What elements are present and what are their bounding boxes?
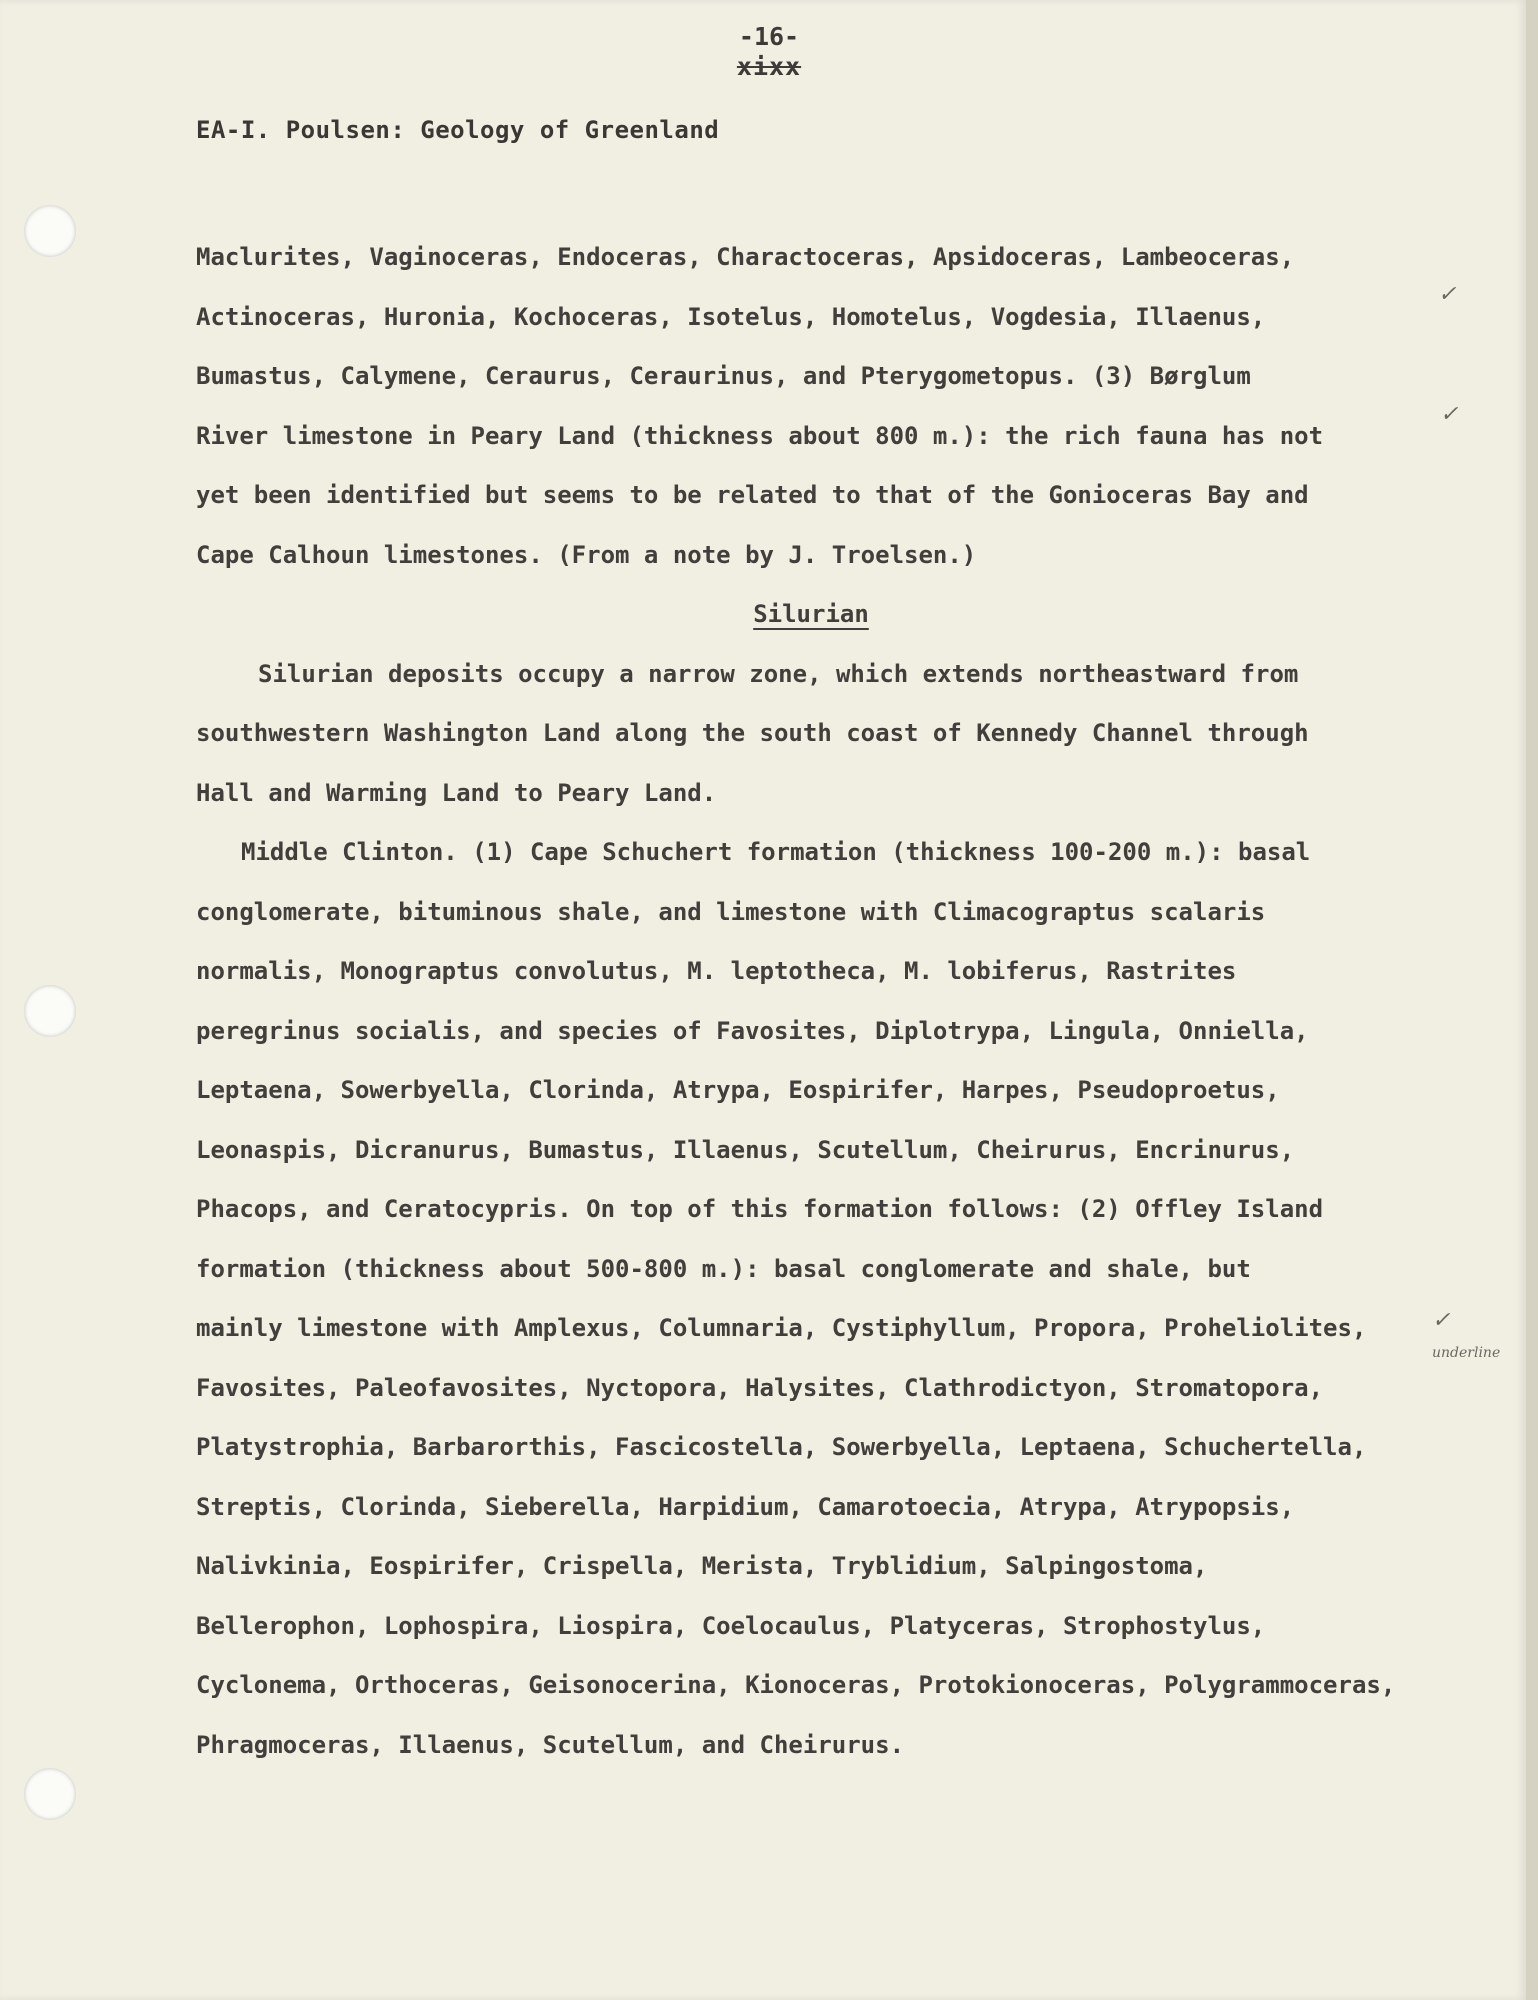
- page-header: EA-I. Poulsen: Geology of Greenland: [196, 116, 720, 144]
- punch-hole: [24, 1768, 76, 1820]
- punch-hole: [24, 205, 76, 257]
- text-line: Silurian deposits occupy a narrow zone, which extends northeastward from: [258, 659, 1299, 688]
- text-line: mainly limestone with Amplexus, Columnaria, Cystiphyllum, Propora, Proheliolites,: [196, 1314, 1367, 1342]
- text-line: normalis, Monograptus convolutus, M. leptotheca, M. lobiferus, Rastrites: [196, 957, 1237, 985]
- text-line: Nalivkinia, Eospirifer, Crispella, Merista, Tryblidium, Salpingostoma,: [196, 1552, 1208, 1580]
- margin-handwritten-note: underline: [1432, 1345, 1501, 1361]
- text-line: Favosites, Paleofavosites, Nyctopora, Halysites, Clathrodictyon, Stromatopora,: [196, 1373, 1324, 1402]
- text-line: Middle Clinton. (1) Cape Schuchert formation (thickness 100-200 m.): basal: [241, 838, 1311, 866]
- old-page-number: xixx: [736, 52, 802, 81]
- text-line: River limestone in Peary Land (thickness about 800 m.): the rich fauna has not: [196, 421, 1324, 450]
- text-line: formation (thickness about 500-800 m.): basal conglomerate and shale, but: [196, 1254, 1251, 1283]
- text-line: Leonaspis, Dicranurus, Bumastus, Illaenus, Scutellum, Cheirurus, Encrinurus,: [196, 1135, 1295, 1164]
- text-line: Hall and Warming Land to Peary Land.: [196, 778, 717, 807]
- text-line: Phacops, and Ceratocypris. On top of this formation follows: (2) Offley Island: [196, 1195, 1324, 1223]
- margin-check-mark: ✓: [1438, 282, 1457, 307]
- section-heading: Silurian: [753, 600, 869, 628]
- margin-check-mark: ✓: [1440, 402, 1459, 427]
- text-line: Bumastus, Calymene, Ceraurus, Ceraurinus, and Pterygometopus. (3) Børglum: [196, 362, 1251, 390]
- punch-hole: [24, 985, 76, 1037]
- text-line: Cyclonema, Orthoceras, Geisonocerina, Kionoceras, Protokionoceras, Polygrammoceras,: [196, 1671, 1396, 1699]
- text-line: Actinoceras, Huronia, Kochoceras, Isotelus, Homotelus, Vogdesia, Illaenus,: [196, 302, 1266, 331]
- text-line: conglomerate, bituminous shale, and limestone with Climacograptus scalaris: [196, 897, 1266, 926]
- text-line: Phragmoceras, Illaenus, Scutellum, and Cheirurus.: [196, 1730, 905, 1759]
- text-line: Maclurites, Vaginoceras, Endoceras, Charactoceras, Apsidoceras, Lambeoceras,: [196, 243, 1295, 271]
- text-line: Leptaena, Sowerbyella, Clorinda, Atrypa, Eospirifer, Harpes, Pseudoproetus,: [196, 1076, 1280, 1104]
- text-line: Platystrophia, Barbarorthis, Fascicostella, Sowerbyella, Leptaena, Schuchertella,: [196, 1433, 1367, 1461]
- text-line: southwestern Washington Land along the south coast of Kennedy Channel through: [196, 719, 1309, 747]
- text-line: Cape Calhoun limestones. (From a note by J. Troelsen.): [196, 540, 977, 569]
- page-edge: [1526, 0, 1538, 2000]
- margin-check-mark: ✓: [1432, 1308, 1451, 1333]
- page-number: -16-: [738, 22, 800, 51]
- text-line: yet been identified but seems to be related to that of the Gonioceras Bay and: [196, 481, 1309, 509]
- text-line: Streptis, Clorinda, Sieberella, Harpidium, Camarotoecia, Atrypa, Atrypopsis,: [196, 1492, 1295, 1521]
- document-body: [196, 228, 1426, 1775]
- text-line: peregrinus socialis, and species of Favosites, Diplotrypa, Lingula, Onniella,: [196, 1016, 1309, 1045]
- text-line: Bellerophon, Lophospira, Liospira, Coelocaulus, Platyceras, Strophostylus,: [196, 1611, 1266, 1640]
